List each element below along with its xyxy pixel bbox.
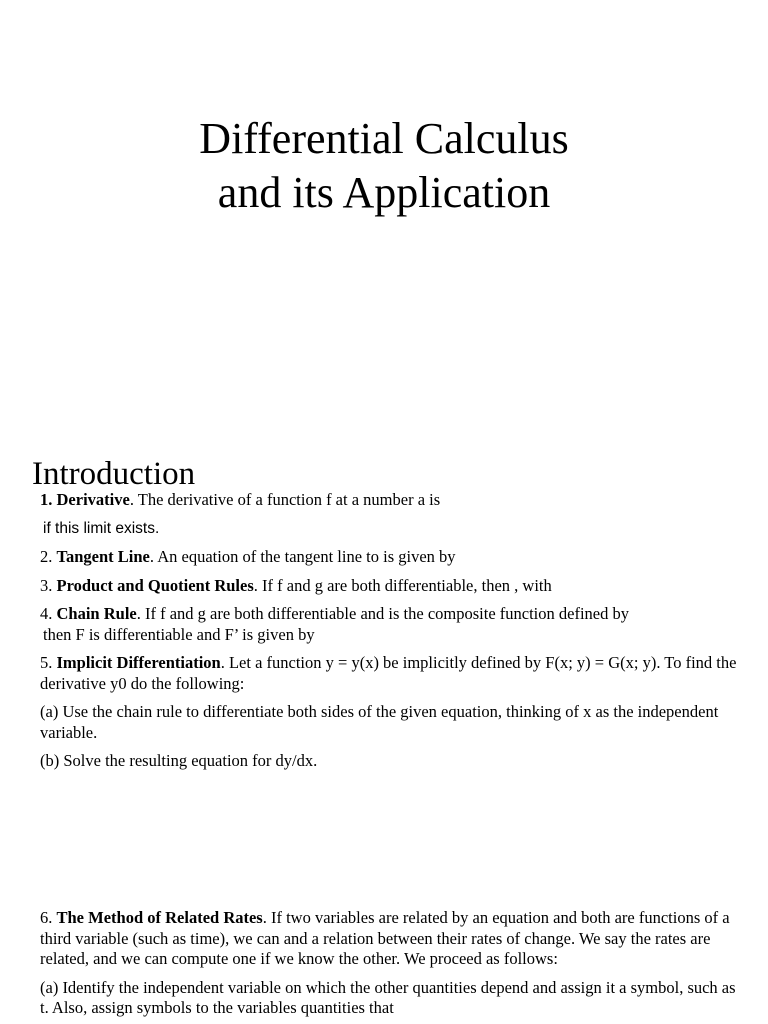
document-title bbox=[0, 112, 768, 220]
item-text: . Let a function y = y(x) be implicitly defined by F(x; y) = G(x; y). To find the derivative y0 do the following: bbox=[40, 653, 737, 693]
item-number: 6. bbox=[40, 908, 53, 927]
item-term: Tangent Line bbox=[56, 547, 150, 566]
item-term: Chain Rule bbox=[56, 604, 137, 623]
list-item-limit-note: if this limit exists. bbox=[43, 519, 160, 537]
item-number: 5. bbox=[40, 653, 53, 672]
item-text: . If f and g are both differentiable and is the composite function defined by bbox=[136, 604, 629, 623]
sub-step-a: (a) Use the chain rule to differentiate both sides of the given equation, thinking of x as the independent variable. bbox=[40, 702, 719, 742]
introduction-content bbox=[40, 490, 740, 780]
title-line-1: Differential Calculus bbox=[199, 114, 569, 163]
list-item-tangent-line bbox=[40, 547, 740, 568]
related-rates-content bbox=[40, 908, 740, 1024]
list-item-product-quotient bbox=[40, 576, 740, 597]
sub-step-b: (b) Solve the resulting equation for dy/dx. bbox=[40, 751, 318, 770]
list-item-related-rates bbox=[40, 908, 740, 970]
item-term: Derivative bbox=[56, 490, 130, 509]
item-term: The Method of Related Rates bbox=[56, 908, 263, 927]
section-heading: Introduction bbox=[32, 456, 196, 492]
item-number: 3. bbox=[40, 575, 53, 595]
title-line-2: and its Application bbox=[217, 168, 551, 217]
list-item-chain-rule bbox=[40, 604, 740, 645]
title-slide bbox=[0, 0, 768, 432]
list-item-implicit-differentiation bbox=[40, 653, 740, 694]
item-text: . If two variables are related by an equation and both are functions of a third variable (such as time), we can and a relation between their rates of change. We say the rates are related, and we can compute one if we know the other. We proceed as follows: bbox=[40, 908, 730, 968]
item-text: . An equation of the tangent line to is given by bbox=[149, 547, 456, 566]
item-text: . The derivative of a function f at a number a is bbox=[129, 490, 441, 509]
item-text-continued: then F is differentiable and F’ is given by bbox=[43, 624, 315, 644]
related-rates-slide bbox=[0, 864, 768, 1024]
item-number: 2. bbox=[40, 547, 53, 566]
item-number: 1. bbox=[40, 490, 53, 509]
introduction-slide bbox=[0, 432, 768, 864]
item-text: . If f and g are both differentiable, then , with bbox=[253, 575, 552, 595]
item-number: 4. bbox=[40, 604, 53, 623]
item-term: Implicit Differentiation bbox=[56, 653, 221, 672]
related-rates-step-a: (a) Identify the independent variable on which the other quantities depend and assign it a symbol, such as t. Also, assign symbols to the variables quantities that bbox=[40, 977, 736, 1017]
list-item-derivative bbox=[40, 490, 740, 511]
item-term: Product and Quotient Rules bbox=[56, 575, 254, 595]
